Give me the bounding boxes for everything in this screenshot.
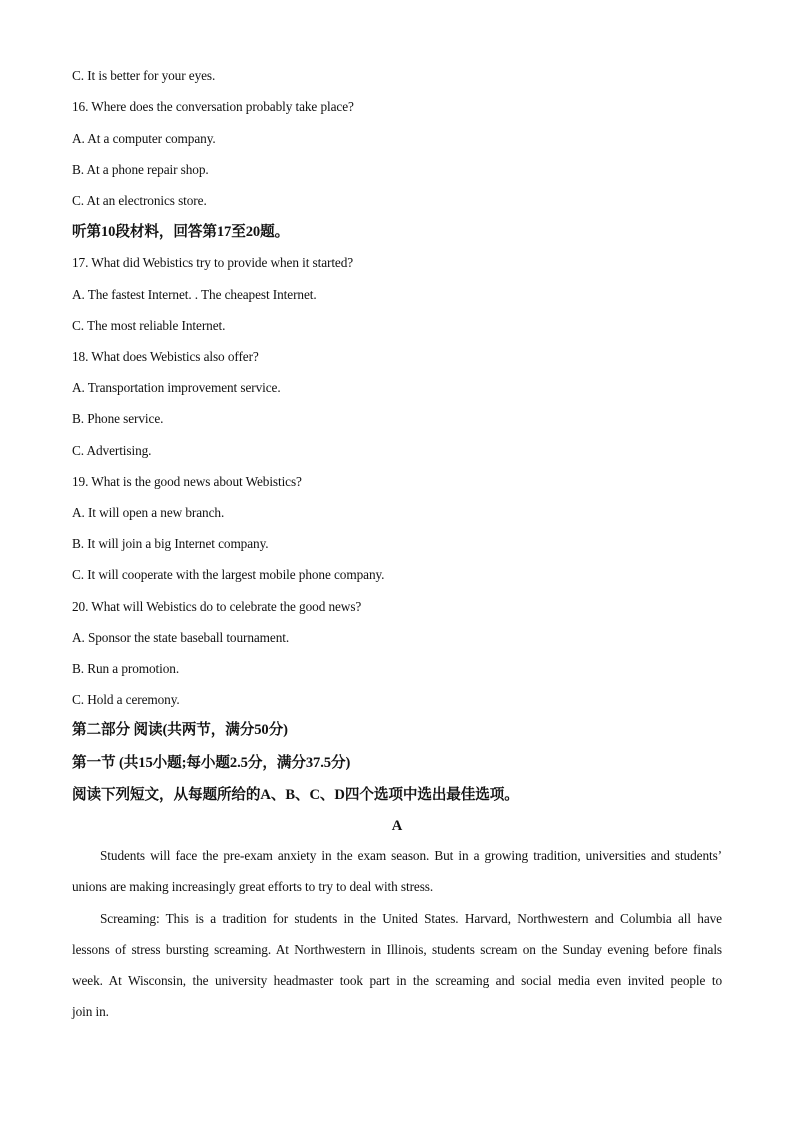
option-20a: A. Sponsor the state baseball tournament.: [72, 630, 290, 645]
question-18: 18. What does Webistics also offer?: [72, 349, 259, 364]
option-19a: A. It will open a new branch.: [72, 505, 225, 520]
option-20b: B. Run a promotion.: [72, 661, 180, 676]
passage-paragraph-1-line-1: Students will face the pre-exam anxiety in the exam season. But in a growing tradition, universities and students’: [100, 848, 722, 863]
option-20c: C. Hold a ceremony.: [72, 692, 180, 707]
option-18a: A. Transportation improvement service.: [72, 380, 281, 395]
option-17c: C. The most reliable Internet.: [72, 318, 226, 333]
reading-instruction: 阅读下列短文，从每题所给的A、B、C、D四个选项中选出最佳选项。: [72, 787, 519, 803]
question-17: 17. What did Webistics try to provide when it started?: [72, 255, 354, 270]
option-16a: A. At a computer company.: [72, 131, 216, 146]
passage-paragraph-1-line-2: unions are making increasingly great efforts to try to deal with stress.: [72, 879, 434, 894]
option-16c: C. At an electronics store.: [72, 193, 207, 208]
option-15c: C. It is better for your eyes.: [72, 68, 216, 83]
passage-paragraph-2-line-3: week. At Wisconsin, the university headmaster took part in the screaming and social media even invited people to: [72, 973, 722, 988]
passage-paragraph-2-line-1: Screaming: This is a tradition for students in the United States. Harvard, Northwestern and Columbia all have: [100, 911, 722, 926]
passage-paragraph-2-line-4: join in.: [72, 1004, 109, 1019]
section-instruction-17-20: 听第10段材料，回答第17至20题。: [72, 224, 290, 240]
section-one-heading: 第一节 (共15小题;每小题2.5分，满分37.5分): [72, 755, 351, 771]
option-18b: B. Phone service.: [72, 411, 164, 426]
option-19c: C. It will cooperate with the largest mobile phone company.: [72, 567, 385, 582]
part-two-heading: 第二部分 阅读(共两节，满分50分): [72, 722, 288, 738]
option-18c: C. Advertising.: [72, 443, 152, 458]
passage-label: A: [391, 818, 403, 834]
option-16b: B. At a phone repair shop.: [72, 162, 209, 177]
question-16: 16. Where does the conversation probably take place?: [72, 99, 354, 114]
question-20: 20. What will Webistics do to celebrate the good news?: [72, 599, 362, 614]
passage-paragraph-2-line-2: lessons of stress bursting screaming. At Northwestern in Illinois, students scream on the Sunday evening before finals: [72, 942, 722, 957]
question-19: 19. What is the good news about Webistics?: [72, 474, 302, 489]
option-19b: B. It will join a big Internet company.: [72, 536, 269, 551]
option-17ab: A. The fastest Internet. . The cheapest Internet.: [72, 287, 317, 302]
